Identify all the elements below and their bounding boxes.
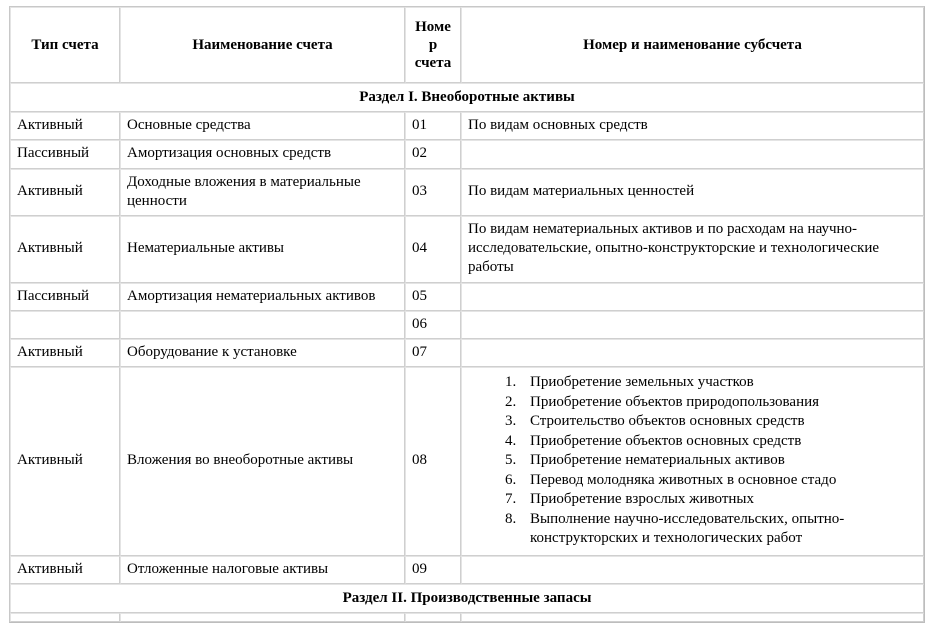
cell-account-number: 01 (405, 112, 461, 140)
section-heading-1: Раздел I. Внеоборотные активы (10, 83, 924, 112)
cell-account-number: 06 (405, 311, 461, 339)
cell-account-number: 02 (405, 140, 461, 168)
table-row (10, 112, 924, 140)
cell-account-type (10, 311, 120, 339)
table-row (10, 283, 924, 311)
table-row (10, 169, 924, 216)
cell-account-number: 07 (405, 339, 461, 367)
cell-account-name: Доходные вложения в материальные ценности (120, 169, 405, 216)
cell-account-number: 09 (405, 556, 461, 584)
column-header-account-type: Тип счета (10, 7, 120, 83)
cell-account-type: Активный (10, 112, 120, 140)
cell-account-name (120, 311, 405, 339)
cell-subaccount (461, 367, 924, 556)
cell-account-number (405, 613, 461, 622)
cell-account-name: Амортизация основных средств (120, 140, 405, 168)
cell-subaccount (461, 339, 924, 367)
subaccount-list-item: 1. Приобретение земельных участков (520, 373, 917, 393)
cell-subaccount (461, 283, 924, 311)
column-header-account-number: Номер счета (405, 7, 461, 83)
cell-subaccount: По видам нематериальных активов и по расходам на научно-исследовательские, опытно-конструкторские и технологические работы (461, 216, 924, 283)
table-row (10, 613, 924, 622)
cell-account-name: Нематериальные активы (120, 216, 405, 283)
subaccount-list-item: 7. Приобретение взрослых животных (520, 490, 917, 510)
cell-account-number: 08 (405, 367, 461, 556)
cell-account-name: Оборудование к установке (120, 339, 405, 367)
section-heading-row (10, 83, 924, 112)
table-row (10, 556, 924, 584)
cell-account-number: 04 (405, 216, 461, 283)
subaccount-list-item: 2. Приобретение объектов природопользования (520, 393, 917, 413)
table-row (10, 311, 924, 339)
table-body (10, 7, 924, 622)
cell-account-type: Активный (10, 216, 120, 283)
section-heading-row (10, 584, 924, 613)
subaccount-list (468, 373, 917, 549)
cell-subaccount: По видам основных средств (461, 112, 924, 140)
cell-account-name: Амортизация нематериальных активов (120, 283, 405, 311)
cell-account-number: 03 (405, 169, 461, 216)
subaccount-list-item: 8. Выполнение научно-исследовательских, опытно-конструкторских и технологических работ (520, 510, 917, 549)
table-header-row (10, 7, 924, 83)
cell-subaccount (461, 613, 924, 622)
cell-account-name: Отложенные налоговые активы (120, 556, 405, 584)
cell-subaccount: По видам материальных ценностей (461, 169, 924, 216)
cell-account-name (120, 613, 405, 622)
subaccount-list-item: 4. Приобретение объектов основных средств (520, 432, 917, 452)
table-row (10, 339, 924, 367)
section-heading-2: Раздел II. Производственные запасы (10, 584, 924, 613)
table-row (10, 140, 924, 168)
cell-subaccount (461, 140, 924, 168)
cell-account-type: Пассивный (10, 283, 120, 311)
chart-of-accounts-table (9, 6, 925, 623)
cell-account-name: Вложения во внеоборотные активы (120, 367, 405, 556)
column-header-account-name: Наименование счета (120, 7, 405, 83)
cell-account-type: Активный (10, 169, 120, 216)
cell-account-type: Активный (10, 367, 120, 556)
cell-account-type (10, 613, 120, 622)
cell-account-type: Пассивный (10, 140, 120, 168)
cell-subaccount (461, 556, 924, 584)
column-header-subaccount: Номер и наименование субсчета (461, 7, 924, 83)
table-row (10, 367, 924, 556)
subaccount-list-item: 5. Приобретение нематериальных активов (520, 451, 917, 471)
subaccount-list-item: 6. Перевод молодняка животных в основное стадо (520, 471, 917, 491)
cell-account-number: 05 (405, 283, 461, 311)
cell-account-type: Активный (10, 339, 120, 367)
cell-account-name: Основные средства (120, 112, 405, 140)
table-row (10, 216, 924, 283)
cell-subaccount (461, 311, 924, 339)
subaccount-list-item: 3. Строительство объектов основных средств (520, 412, 917, 432)
cell-account-type: Активный (10, 556, 120, 584)
